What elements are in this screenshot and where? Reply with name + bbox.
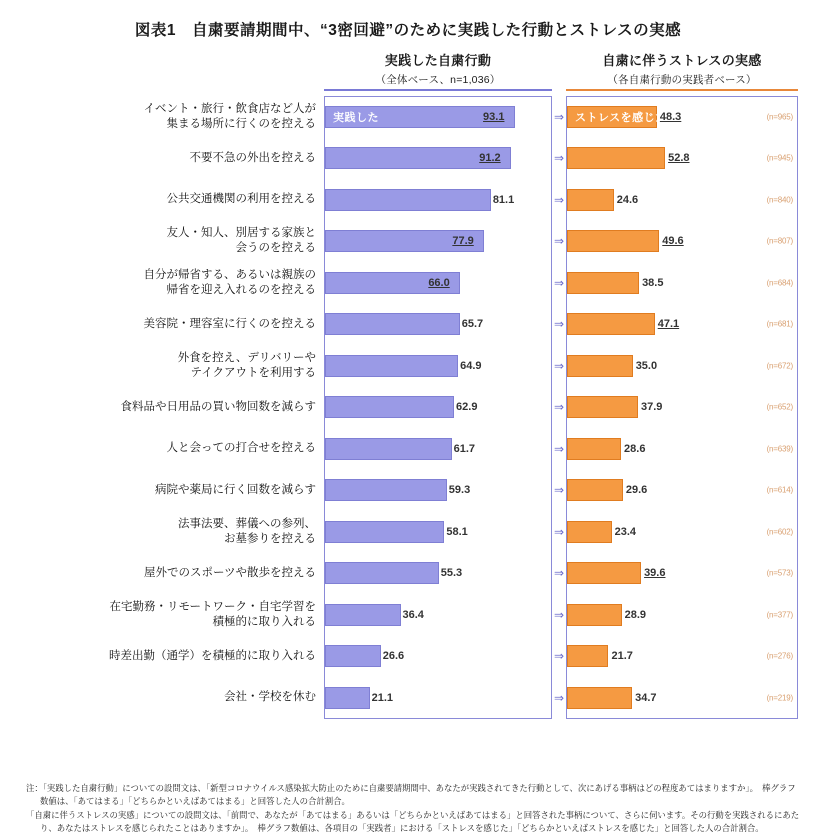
sample-size-label: (n=602) bbox=[766, 527, 793, 537]
row-label bbox=[18, 96, 316, 138]
sample-size-label: (n=672) bbox=[766, 361, 793, 371]
right-bar-value: 29.6 bbox=[625, 484, 648, 497]
row-label-line: 不要不急の外出を控える bbox=[189, 151, 316, 164]
right-bar bbox=[567, 272, 639, 294]
left-bar-track bbox=[325, 304, 551, 346]
left-bar bbox=[325, 645, 381, 667]
sample-size-label: (n=807) bbox=[766, 236, 793, 246]
left-bar bbox=[325, 189, 491, 211]
right-bar-track bbox=[567, 428, 797, 470]
row-label bbox=[18, 179, 316, 221]
chart-row bbox=[18, 345, 798, 387]
flow-arrow-icon: ⇒ bbox=[553, 151, 565, 166]
right-bar-track bbox=[567, 179, 797, 221]
right-bar bbox=[567, 479, 623, 501]
row-label bbox=[18, 138, 316, 180]
row-label-line: 公共交通機関の利用を控える bbox=[166, 193, 316, 206]
row-label bbox=[18, 221, 316, 263]
right-bar bbox=[567, 230, 659, 252]
flow-arrow-icon: ⇒ bbox=[553, 566, 565, 581]
flow-arrow-icon: ⇒ bbox=[553, 109, 565, 124]
left-bar-track bbox=[325, 594, 551, 636]
left-bar-value: 21.1 bbox=[371, 691, 394, 704]
right-bar-value: 34.7 bbox=[635, 691, 657, 704]
right-bar-track bbox=[567, 345, 797, 387]
left-bar-value: 66.0 bbox=[428, 276, 450, 289]
column-headers bbox=[18, 50, 798, 94]
right-bar-value: 47.1 bbox=[657, 318, 680, 331]
footnotes bbox=[18, 782, 802, 836]
left-bar-track bbox=[325, 677, 551, 719]
left-bar-value: 59.3 bbox=[448, 484, 471, 497]
left-bar bbox=[325, 438, 452, 460]
right-bar bbox=[567, 604, 622, 626]
row-label-line: 会うのを控える bbox=[235, 242, 316, 255]
right-bar-track bbox=[567, 387, 797, 429]
chart-row bbox=[18, 428, 798, 470]
row-label-line: 美容院・理容室に行くのを控える bbox=[143, 317, 316, 330]
sample-size-label: (n=639) bbox=[766, 444, 793, 454]
right-bar-track bbox=[567, 138, 797, 180]
left-bar-track bbox=[325, 179, 551, 221]
chart-row bbox=[18, 636, 798, 678]
flow-arrow-icon: ⇒ bbox=[553, 234, 565, 249]
chart-row bbox=[18, 304, 798, 346]
left-bar-track bbox=[325, 345, 551, 387]
left-bar bbox=[325, 396, 454, 418]
row-label bbox=[18, 511, 316, 553]
right-bar-track bbox=[567, 677, 797, 719]
chart-row bbox=[18, 179, 798, 221]
left-bar-value: 65.7 bbox=[461, 318, 484, 331]
left-bar bbox=[325, 562, 439, 584]
row-label bbox=[18, 387, 316, 429]
left-bar-track bbox=[325, 636, 551, 678]
flow-arrow-icon: ⇒ bbox=[553, 649, 565, 664]
flow-arrow-icon: ⇒ bbox=[553, 483, 565, 498]
left-bar-value: 55.3 bbox=[440, 567, 463, 580]
right-bar bbox=[567, 521, 612, 543]
sample-size-label: (n=684) bbox=[766, 278, 793, 288]
row-label-line: 屋外でのスポーツや散歩を控える bbox=[143, 566, 316, 579]
row-label-line: 自分が帰省する、あるいは親族の bbox=[143, 268, 316, 281]
row-label bbox=[18, 262, 316, 304]
right-bar-value: 49.6 bbox=[662, 235, 684, 248]
left-bar-track bbox=[325, 96, 551, 138]
row-label bbox=[18, 304, 316, 346]
sample-size-label: (n=614) bbox=[766, 485, 793, 495]
chart-row bbox=[18, 262, 798, 304]
left-bar bbox=[325, 355, 458, 377]
left-bar-value: 26.6 bbox=[382, 650, 405, 663]
right-bar bbox=[567, 562, 641, 584]
right-bar-track bbox=[567, 262, 797, 304]
sample-size-label: (n=965) bbox=[766, 112, 793, 122]
right-bar-track bbox=[567, 304, 797, 346]
row-label-line: 外食を控え、デリバリーや bbox=[177, 351, 316, 364]
row-label-line: 食料品や日用品の買い物回数を減らす bbox=[120, 400, 316, 413]
row-label-line: 集まる場所に行くのを控える bbox=[166, 117, 316, 130]
chart-row bbox=[18, 138, 798, 180]
right-bar bbox=[567, 645, 608, 667]
right-bar-track bbox=[567, 470, 797, 512]
chart-rows bbox=[18, 96, 798, 719]
header-right bbox=[566, 50, 798, 91]
chart-row bbox=[18, 387, 798, 429]
sample-size-label: (n=945) bbox=[766, 153, 793, 163]
footnote-1: 注：「実践した自粛行動」についての設問文は、「新型コロナウイルス感染拡大防止のために自粛要請期間中、あなたが実践されてきた行動として、次にあげる事柄はどの程度あてはまりますか」。 棒グラフ数値は、「あてはまる」「どちらかといえばあてはまる」と回答した人の合計割合。 bbox=[26, 783, 796, 806]
right-bar-value: 35.0 bbox=[635, 359, 658, 372]
right-bar bbox=[567, 355, 633, 377]
header-left bbox=[324, 50, 552, 91]
header-left-main: 実践した自粛行動 bbox=[384, 53, 492, 68]
left-bar bbox=[325, 521, 444, 543]
page-title: 図表1 自粛要請期間中、“3密回避”のために実践した行動とストレスの実感 bbox=[134, 22, 682, 39]
right-bar-value: 24.6 bbox=[616, 193, 639, 206]
right-bar bbox=[567, 438, 621, 460]
right-bar-track bbox=[567, 221, 797, 263]
left-bar-track bbox=[325, 428, 551, 470]
row-label-line: 帰省を迎え入れるのを控える bbox=[166, 283, 316, 296]
header-right-rule bbox=[566, 89, 798, 91]
left-bar-value: 91.2 bbox=[479, 152, 501, 165]
left-bar-track bbox=[325, 221, 551, 263]
row-label-line: 会社・学校を休む bbox=[224, 691, 316, 704]
sample-size-label: (n=840) bbox=[766, 195, 793, 205]
chart-row bbox=[18, 553, 798, 595]
right-bar-inline-legend: ストレスを感じた bbox=[575, 111, 667, 124]
right-bar-value: 23.4 bbox=[614, 525, 636, 538]
left-bar-value: 58.1 bbox=[446, 525, 468, 538]
row-label-line: 積極的に取り入れる bbox=[212, 615, 316, 628]
row-label bbox=[18, 677, 316, 719]
flow-arrow-icon: ⇒ bbox=[553, 524, 565, 539]
right-bar-track bbox=[567, 511, 797, 553]
flow-arrow-icon: ⇒ bbox=[553, 690, 565, 705]
row-label-line: 時差出勤（通学）を積極的に取り入れる bbox=[109, 649, 316, 662]
footnote-2: 「自粛に伴うストレスの実感」についての設問文は、「前問で、あなたが「あてはまる」あるいは「どちらかといえばあてはまる」と回答された事柄について、さらに伺います。その行動を実践されるにあたり、あなたはストレスを感じられたことはありますか」。 棒グラフ数値は、各項目の「実践者」における「ストレスを感じた」「どちらかといえばストレスを感じた」と回答した人の合計割合。 bbox=[26, 810, 800, 833]
header-right-main: 自粛に伴うストレスの実感 bbox=[602, 53, 762, 68]
chart-area bbox=[18, 96, 798, 719]
left-bar-track bbox=[325, 262, 551, 304]
right-bar-value: 52.8 bbox=[668, 152, 690, 165]
sample-size-label: (n=276) bbox=[766, 651, 793, 661]
right-bar-value: 39.6 bbox=[644, 567, 666, 580]
row-label-line: 病院や薬局に行く回数を減らす bbox=[155, 483, 316, 496]
header-left-rule bbox=[324, 89, 552, 91]
left-bar bbox=[325, 479, 447, 501]
row-label-line: 友人・知人、別居する家族と bbox=[166, 227, 316, 240]
row-label-line: 人と会っての打合せを控える bbox=[166, 442, 316, 455]
chart-row bbox=[18, 594, 798, 636]
header-left-sub: （全体ベース、n=1,036） bbox=[375, 74, 501, 86]
right-bar-value: 28.9 bbox=[624, 608, 647, 621]
sample-size-label: (n=652) bbox=[766, 402, 793, 412]
row-label-line: 法事法要、葬儀への参列、 bbox=[178, 517, 316, 530]
sample-size-label: (n=573) bbox=[766, 568, 793, 578]
right-bar bbox=[567, 189, 614, 211]
chart-row bbox=[18, 221, 798, 263]
chart-row bbox=[18, 677, 798, 719]
row-label-line: テイクアウトを利用する bbox=[190, 366, 316, 379]
row-label-line: 在宅勤務・リモートワーク・自宅学習を bbox=[109, 600, 316, 613]
left-bar-value: 93.1 bbox=[483, 110, 505, 123]
right-bar-value: 38.5 bbox=[642, 276, 664, 289]
left-bar-value: 61.7 bbox=[453, 442, 476, 455]
row-label bbox=[18, 594, 316, 636]
row-label-line: お墓参りを控える bbox=[224, 532, 316, 545]
right-bar-value: 37.9 bbox=[640, 401, 663, 414]
right-bar-track bbox=[567, 636, 797, 678]
right-bar-value: 28.6 bbox=[624, 442, 646, 455]
left-bar bbox=[325, 604, 401, 626]
chart-row bbox=[18, 511, 798, 553]
sample-size-label: (n=219) bbox=[766, 693, 793, 703]
flow-arrow-icon: ⇒ bbox=[553, 400, 565, 415]
flow-arrow-icon: ⇒ bbox=[553, 275, 565, 290]
left-bar-value: 64.9 bbox=[460, 359, 482, 372]
left-bar-track bbox=[325, 511, 551, 553]
left-bar-value: 81.1 bbox=[492, 193, 515, 206]
right-bar-value: 21.7 bbox=[611, 650, 633, 663]
left-bar-track bbox=[325, 553, 551, 595]
row-label-line: イベント・旅行・飲食店など人が bbox=[143, 102, 316, 115]
left-bar-value: 36.4 bbox=[402, 608, 424, 621]
sample-size-label: (n=377) bbox=[766, 610, 793, 620]
row-label bbox=[18, 428, 316, 470]
left-bar-value: 62.9 bbox=[456, 401, 478, 414]
right-bar-track bbox=[567, 553, 797, 595]
left-bar bbox=[325, 687, 370, 709]
right-bar bbox=[567, 313, 655, 335]
right-bar-value: 48.3 bbox=[659, 110, 682, 123]
left-bar-inline-legend: 実践した bbox=[333, 111, 379, 124]
left-bar-track bbox=[325, 138, 551, 180]
left-bar-track bbox=[325, 387, 551, 429]
right-bar bbox=[567, 396, 638, 418]
right-bar-track bbox=[567, 594, 797, 636]
row-label bbox=[18, 345, 316, 387]
sample-size-label: (n=681) bbox=[766, 319, 793, 329]
row-label bbox=[18, 470, 316, 512]
left-bar-value: 77.9 bbox=[452, 235, 474, 248]
right-bar bbox=[567, 687, 632, 709]
header-right-sub: （各自粛行動の実践者ベース） bbox=[607, 74, 757, 86]
left-bar-track bbox=[325, 470, 551, 512]
flow-arrow-icon: ⇒ bbox=[553, 358, 565, 373]
flow-arrow-icon: ⇒ bbox=[553, 607, 565, 622]
row-label bbox=[18, 553, 316, 595]
flow-arrow-icon: ⇒ bbox=[553, 317, 565, 332]
flow-arrow-icon: ⇒ bbox=[553, 192, 565, 207]
row-label bbox=[18, 636, 316, 678]
right-bar bbox=[567, 147, 665, 169]
chart-row bbox=[18, 470, 798, 512]
right-bar-track bbox=[567, 96, 797, 138]
flow-arrow-icon: ⇒ bbox=[553, 441, 565, 456]
chart-row bbox=[18, 96, 798, 138]
left-bar bbox=[325, 313, 460, 335]
